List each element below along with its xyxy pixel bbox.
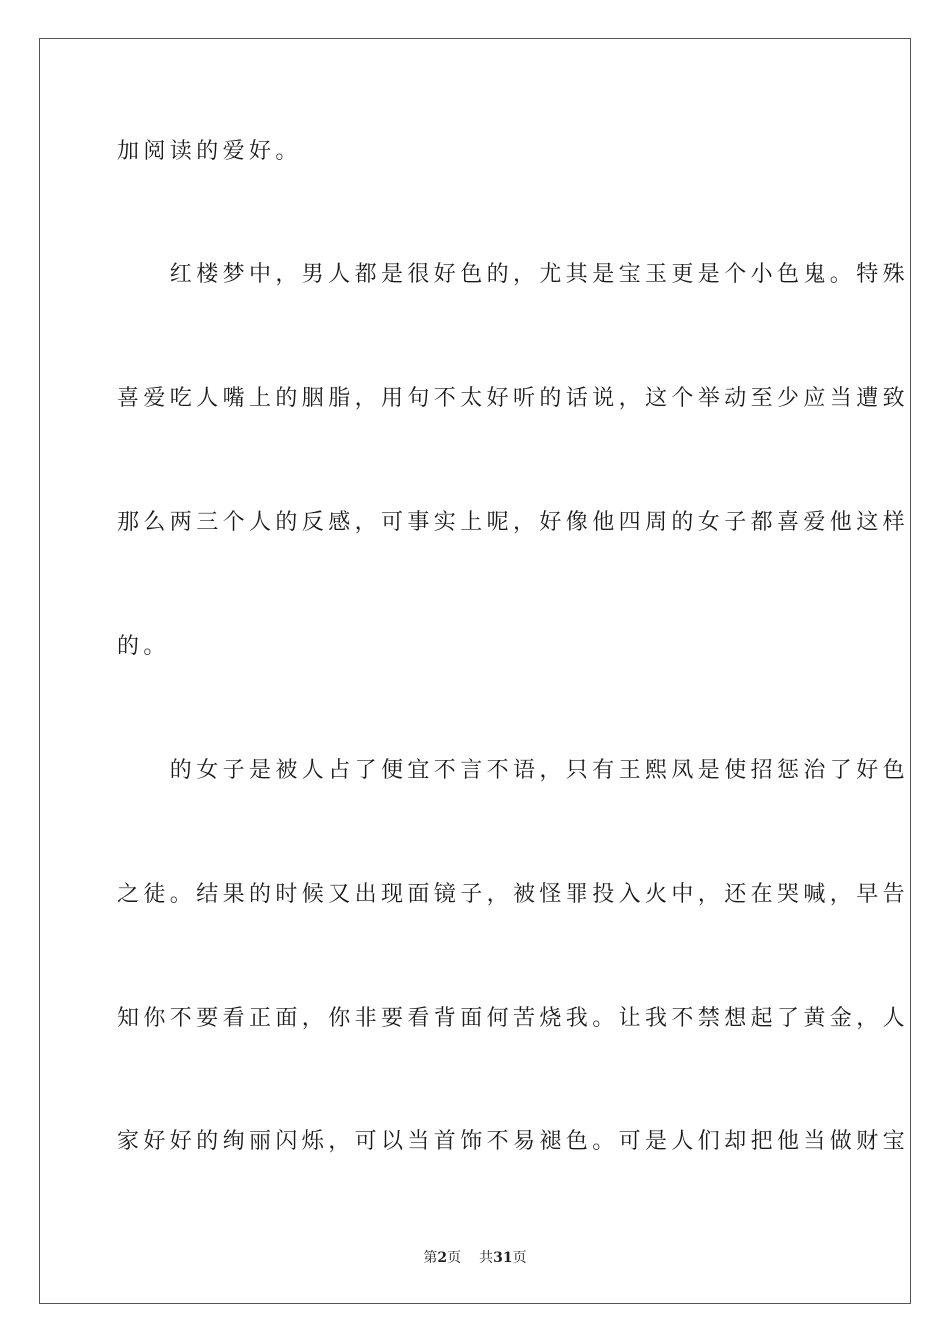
text-line: 加阅读的爱好。 bbox=[117, 139, 302, 164]
footer-total-prefix: 共 bbox=[479, 1250, 494, 1266]
text-line: 的。 bbox=[117, 634, 170, 659]
text-line: 知你不要看正面，你非要看背面何苦烧我。让我不禁想起了黄金，人 bbox=[117, 1006, 910, 1031]
text-line: 家好好的绚丽闪烁，可以当首饰不易褪色。可是人们却把他当做财宝 bbox=[117, 1129, 910, 1154]
text-line: 的女子是被人占了便宜不言不语，只有王熙凤是使招惩治了好色 bbox=[117, 758, 910, 783]
page-border bbox=[39, 38, 911, 1304]
text-line: 红楼梦中，男人都是很好色的，尤其是宝玉更是个小色鬼。特殊 bbox=[117, 262, 910, 287]
footer-page-number: 2 bbox=[437, 1250, 448, 1266]
footer-total-pages: 31 bbox=[493, 1250, 513, 1266]
footer-page-suffix: 页 bbox=[447, 1250, 462, 1266]
page-footer bbox=[0, 1247, 950, 1267]
footer-total-suffix: 页 bbox=[512, 1250, 527, 1266]
text-line: 喜爱吃人嘴上的胭脂，用句不太好听的话说，这个举动至少应当遭致 bbox=[117, 386, 910, 411]
text-line: 之徒。结果的时候又出现面镜子，被怪罪投入火中，还在哭喊，早告 bbox=[117, 882, 910, 907]
footer-page-prefix: 第 bbox=[423, 1250, 438, 1266]
text-line: 那么两三个人的反感，可事实上呢，好像他四周的女子都喜爱他这样 bbox=[117, 510, 910, 535]
